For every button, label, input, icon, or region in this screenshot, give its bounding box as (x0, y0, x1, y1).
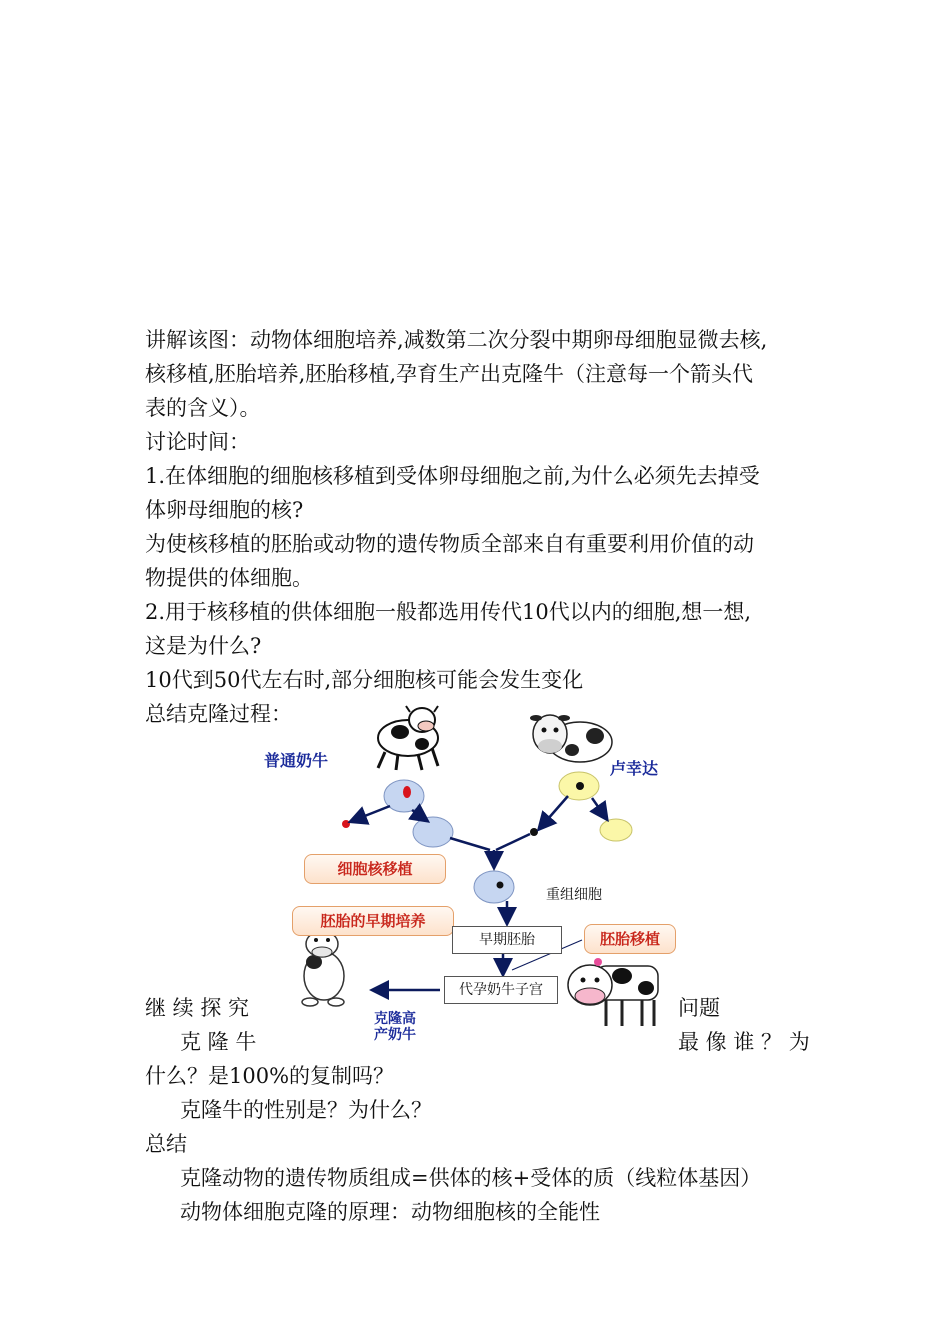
question-2-line-2: 这是为什么? (145, 634, 262, 658)
donor-nucleus-icon (403, 786, 411, 798)
surrogate-cow-icon (568, 958, 658, 1026)
cloning-diagram (250, 700, 690, 1043)
question-1-line-1: 1.在体细胞的细胞核移植到受体卵母细胞之前,为什么必须先去掉受 (145, 464, 760, 488)
label-normal-dairy-cow: 普通奶牛 (264, 751, 329, 770)
explore-line-4: 克隆牛的性别是？为什么？ (180, 1098, 432, 1122)
callout-embryo-transfer: 胚胎移植 (584, 924, 676, 954)
recombined-cell-icon (474, 871, 514, 903)
explain-line-3: 表的含义）。 (145, 396, 261, 420)
question-1-line-2: 体卵母细胞的核? (145, 498, 304, 522)
callout-early-embryo-culture: 胚胎的早期培养 (292, 906, 454, 936)
summary-line-2: 动物体细胞克隆的原理：动物细胞核的全能性 (180, 1200, 600, 1224)
enucleated-oocyte-icon (600, 819, 632, 841)
explore-line-3: 什么？是100%的复制吗？ (145, 1064, 395, 1088)
label-clone-cow-line-2: 产奶牛 (374, 1027, 416, 1043)
summary-line-1: 克隆动物的遗传物质组成=供体的核+受体的质（线粒体基因） (180, 1166, 762, 1190)
summary-heading: 总结 (145, 1132, 187, 1156)
box-early-embryo: 早期胚胎 (452, 926, 562, 954)
clone-cow-icon (300, 928, 344, 1006)
luxingda-cow-icon (530, 715, 612, 762)
explain-line-2: 核移植,胚胎培养,胚胎移植,孕育生产出克隆牛（注意每一个箭头代 (145, 362, 754, 386)
explore-left-title: 继 续 探 究 (145, 996, 250, 1020)
dairy-cow-icon (378, 706, 438, 770)
somatic-cell-icon (413, 817, 453, 847)
label-luxingda: 卢幸达 (610, 759, 659, 778)
recombined-nucleus-icon (497, 882, 504, 889)
explain-line-1: 讲解该图：动物体细胞培养,减数第二次分裂中期卵母细胞显微去核, (145, 328, 768, 352)
explore-left-line-2: 克 隆 牛 (180, 1030, 257, 1054)
question-2-line-1: 2.用于核移植的供体细胞一般都选用传代10代以内的细胞,想一想, (145, 600, 752, 624)
extracted-nucleus-icon (342, 820, 350, 828)
removed-nucleus-icon (530, 828, 538, 836)
label-recombined-cell: 重组细胞 (546, 887, 602, 903)
answer-2: 10代到50代左右时,部分细胞核可能会发生变化 (145, 668, 584, 692)
label-clone-cow-line-1: 克隆高 (374, 1011, 416, 1027)
summary-process-heading: 总结克隆过程： (145, 702, 292, 726)
answer-1-line-2: 物提供的体细胞。 (145, 566, 313, 590)
answer-1-line-1: 为使核移植的胚胎或动物的遗传物质全部来自有重要利用价值的动 (145, 532, 754, 556)
oocyte-nucleus-icon (576, 782, 584, 790)
explore-right-title: 问题 (678, 996, 720, 1020)
callout-nuclear-transfer: 细胞核移植 (304, 854, 446, 884)
discussion-heading: 讨论时间： (145, 430, 250, 454)
explore-right-line-2: 最 像 谁 ？ 为 (678, 1030, 810, 1054)
box-surrogate-uterus: 代孕奶牛子宫 (444, 976, 558, 1004)
